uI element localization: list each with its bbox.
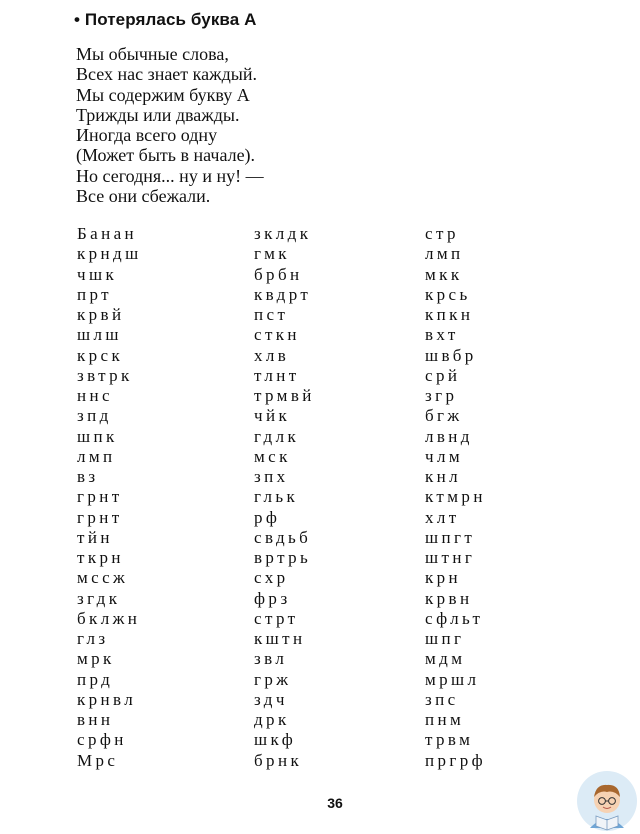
letter-group: грж (254, 669, 292, 689)
letter-group: тлнт (254, 365, 300, 385)
letter-group: зпх (254, 467, 289, 486)
letter-group: срфн (77, 730, 127, 750)
letter-group: ктмрн (425, 487, 486, 507)
poem-line: (Может быть в начале). (76, 145, 256, 166)
letter-group: крск (77, 345, 124, 365)
letter-group: шкф (254, 730, 297, 750)
letter-group: свдьб (254, 527, 312, 547)
letter-group: кпкн (425, 305, 474, 324)
poem-line: Мы обычные слова, (76, 44, 229, 64)
letter-group: шпгт (425, 527, 476, 547)
letter-group: схр (254, 568, 289, 588)
letter-group: пнм (425, 710, 465, 729)
letter-group: бклжн (77, 608, 141, 628)
letter-group: шпк (77, 426, 118, 446)
letter-group: фрз (254, 588, 291, 608)
reading-boy-icon (576, 770, 638, 832)
letter-group: зпд (77, 406, 112, 426)
letter-group: хлт (425, 507, 460, 527)
letter-group: бгж (425, 406, 463, 426)
letter-group: тйн (77, 527, 113, 547)
letter-group: кштн (254, 629, 306, 648)
letter-group: глз (77, 629, 109, 648)
letter-group: звл (254, 649, 288, 669)
poem-line: Всех нас знает каждый. (76, 64, 257, 85)
letter-group: мкк (425, 264, 463, 284)
letter-group: зклдк (254, 224, 312, 243)
letter-group: лвнд (425, 426, 473, 446)
letter-group: чйк (254, 406, 291, 426)
poem-line: Трижды или дважды. (76, 104, 240, 125)
letter-group: згр (425, 386, 458, 405)
letter-group: члм (425, 446, 463, 466)
letter-group: згдк (77, 588, 121, 608)
letter-group: гльк (254, 487, 299, 507)
letter-group: мдм (425, 649, 466, 669)
letter-group: крвй (77, 305, 125, 324)
letter-group: дрк (254, 710, 290, 729)
letter-group: кнл (425, 467, 462, 486)
letter-group: Мрс (77, 750, 119, 770)
letter-group: шлш (77, 325, 122, 345)
letter-group: рф (254, 507, 281, 527)
letter-group: вртрь (254, 548, 312, 567)
letter-group: квдрт (254, 284, 312, 304)
letter-group: грнт (77, 507, 123, 527)
poem-line: Все они сбежали. (76, 186, 211, 207)
letter-group: срй (425, 365, 461, 385)
letter-group: гдлк (254, 426, 300, 446)
letter-group: шпг (425, 629, 465, 648)
letter-group: крнвл (77, 689, 137, 709)
letter-group: лмп (77, 446, 116, 466)
letter-group: чшк (77, 264, 118, 284)
letter-group: швбр (425, 345, 477, 365)
letter-group: крндш (77, 244, 142, 264)
letter-group: пст (254, 305, 289, 324)
page-number: 36 (327, 795, 343, 811)
letter-group: лмп (425, 244, 464, 264)
letter-group: зпс (425, 689, 459, 709)
letter-group: крсь (425, 284, 471, 304)
letter-group: стрт (254, 608, 299, 628)
letter-group: мссж (77, 568, 129, 588)
letter-group: штнг (425, 548, 476, 567)
letter-group: Банан (77, 224, 138, 243)
letter-group: крн (425, 568, 462, 588)
letter-group: звтрк (77, 365, 133, 385)
letter-group: прт (77, 284, 113, 304)
letter-group: пргрф (425, 750, 487, 770)
letter-group: мрк (77, 649, 115, 669)
letter-group: хлв (254, 345, 290, 365)
letter-group: сфльт (425, 608, 484, 628)
poem-line: Иногда всего одну (76, 125, 218, 146)
letter-group: брнк (254, 750, 303, 770)
letter-group: грнт (77, 487, 123, 507)
letter-group: крвн (425, 588, 473, 608)
letter-group: ннс (77, 386, 113, 405)
letter-group: мск (254, 446, 291, 466)
letter-group: трвм (425, 730, 474, 750)
letter-group: здч (254, 689, 288, 709)
letter-group: вз (77, 467, 99, 486)
poem (76, 44, 264, 206)
letter-group: мршл (425, 669, 480, 689)
poem-line: Мы содержим букву А (76, 84, 250, 105)
page-heading: • Потерялась буква А (74, 10, 257, 29)
letter-group: гмк (254, 244, 290, 264)
letter-group: сткн (254, 325, 300, 345)
letter-group: внн (77, 710, 114, 729)
letter-group: прд (77, 669, 114, 689)
poem-line: Но сегодня... ну и ну! — (76, 165, 264, 186)
letter-group: трмвй (254, 386, 315, 405)
letter-group: вхт (425, 325, 459, 345)
letter-group: стр (425, 224, 459, 243)
letter-group: брбн (254, 264, 303, 284)
letter-group: ткрн (77, 548, 124, 567)
